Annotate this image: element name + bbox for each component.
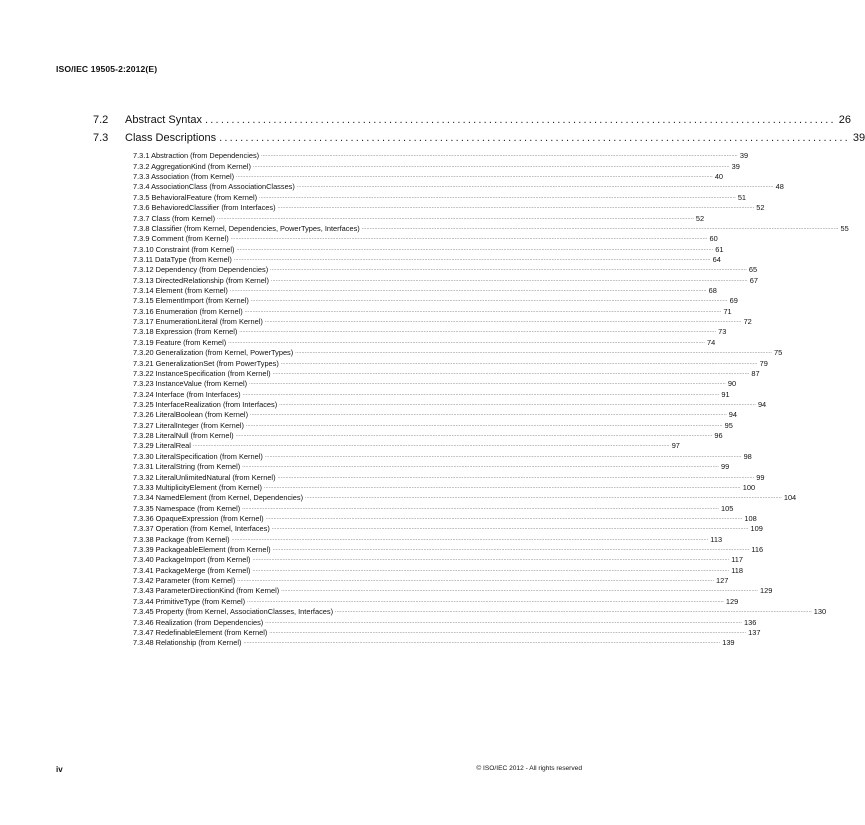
toc-subsection-entry[interactable] bbox=[133, 285, 717, 296]
toc-subsection-entry[interactable] bbox=[133, 347, 783, 358]
page-number: 79 bbox=[759, 358, 768, 368]
section-title: Abstract Syntax bbox=[125, 114, 203, 126]
page-number: 40 bbox=[714, 172, 724, 182]
dot-leader: ............................................................................................................................................................................................................................................................................................................ bbox=[252, 162, 730, 169]
toc-subsection-entry[interactable] bbox=[133, 430, 723, 441]
dot-leader: ............................................................................................................................................................................................................................................................................................................ bbox=[229, 287, 707, 294]
page-number: 72 bbox=[743, 317, 752, 327]
toc-subsection-entry[interactable] bbox=[133, 523, 763, 534]
subsection-title: 7.3.11 DataType (from Kernel) bbox=[133, 254, 232, 264]
dot-leader: ............................................................................................................................................................................................................................................................................................................ bbox=[242, 504, 719, 511]
subsection-title: 7.3.30 LiteralSpecification (from Kernel) bbox=[133, 451, 263, 461]
toc-subsection-entry[interactable] bbox=[133, 399, 767, 409]
dot-leader: ............................................................................................................................................................................................................................................................................................................ bbox=[270, 276, 748, 283]
subsection-title: 7.3.48 Relationship (from Kernel) bbox=[133, 638, 242, 648]
page-number: 74 bbox=[707, 337, 716, 347]
page-number: 109 bbox=[750, 524, 763, 534]
toc-subsection-entry[interactable] bbox=[133, 461, 730, 472]
toc-subsection-entry[interactable] bbox=[133, 295, 738, 306]
dot-leader: ............................................................................................................................................................................................................................................................................................................ bbox=[263, 483, 741, 490]
subsection-title: 7.3.34 NamedElement (from Kernel, Dependencies) bbox=[133, 493, 304, 503]
toc-subsection-entry[interactable] bbox=[133, 575, 729, 586]
subsection-title: 7.3.36 OpaqueExpression (from Kernel) bbox=[133, 513, 264, 523]
page-number: 90 bbox=[727, 379, 737, 389]
toc-subsection-entry[interactable] bbox=[133, 274, 758, 285]
page-number: 117 bbox=[731, 555, 744, 565]
subsection-title: 7.3.3 Association (from Kernel) bbox=[133, 172, 235, 182]
subsection-title: 7.3.45 Property (from Kernel, AssociationClasses, Interfaces) bbox=[133, 607, 334, 617]
toc-subsection-entry[interactable] bbox=[133, 533, 723, 544]
dot-leader: ............................................................................................................................................................................................................................................................................................................ bbox=[279, 400, 756, 407]
toc-subsection-entry[interactable] bbox=[133, 212, 705, 223]
subsection-title: 7.3.1 Abstraction (from Dependencies) bbox=[133, 151, 260, 161]
subsection-title: 7.3.31 LiteralString (from Kernel) bbox=[133, 462, 241, 472]
page-number: 139 bbox=[722, 638, 735, 648]
dot-leader: ............................................................................................................................................................................................................................................................................................................ bbox=[247, 597, 724, 604]
dot-leader: ............................................................................................................................................................................................................................................................................................................ bbox=[295, 349, 772, 356]
page-number: 94 bbox=[757, 399, 767, 409]
page-number: 48 bbox=[775, 182, 784, 192]
toc-subsection-entry[interactable] bbox=[133, 627, 761, 637]
subsection-title: 7.3.13 DirectedRelationship (from Kernel) bbox=[133, 275, 269, 285]
page-label: iv bbox=[56, 765, 63, 774]
toc-subsection-entry[interactable] bbox=[133, 388, 730, 399]
section-number: 7.3 bbox=[93, 132, 109, 144]
toc-subsection-entry[interactable] bbox=[133, 471, 765, 482]
page-number: 99 bbox=[720, 462, 730, 472]
subsection-title: 7.3.24 Interface (from Interfaces) bbox=[133, 389, 241, 399]
page-number: 113 bbox=[710, 534, 723, 544]
subsection-title: 7.3.27 LiteralInteger (from Kernel) bbox=[133, 420, 244, 430]
dot-leader: ............................................................................................................................................................................................................................................................................................................ bbox=[231, 535, 709, 542]
toc-subsection-entry[interactable] bbox=[133, 595, 739, 606]
page-number: 65 bbox=[748, 265, 758, 275]
subsection-title: 7.3.26 LiteralBoolean (from Kernel) bbox=[133, 410, 249, 420]
dot-leader: ............................................................................................................................................................................................................................................................................................................ bbox=[265, 618, 742, 625]
page-number: 98 bbox=[743, 451, 752, 461]
toc-subsection-entry[interactable] bbox=[133, 450, 752, 461]
page-number: 108 bbox=[744, 513, 757, 523]
toc-subsection-entry[interactable] bbox=[133, 223, 849, 233]
toc-subsection-entry[interactable] bbox=[133, 409, 738, 420]
dot-leader: ............................................................................................................................................................................................................................................................................................................ bbox=[243, 639, 721, 646]
dot-leader: ............................................................................................................................................................................................................................................................................................................ bbox=[335, 608, 812, 615]
page-number: 96 bbox=[714, 431, 723, 441]
dot-leader: ............................................................................................................................................................................................................................................................................................................ bbox=[280, 359, 758, 366]
toc-subsection-entry[interactable] bbox=[133, 233, 718, 244]
page-number: 67 bbox=[749, 275, 758, 285]
page-number: 52 bbox=[756, 203, 765, 213]
subsection-title: 7.3.17 EnumerationLiteral (from Kernel) bbox=[133, 317, 263, 327]
dot-leader: ............................................................................................................................................................................................................................................................................................................ bbox=[233, 255, 711, 262]
subsection-title: 7.3.6 BehavioredClassifier (from Interfaces) bbox=[133, 203, 276, 213]
dot-leader: ............................................................................................................................................................................................................................................................................................................ bbox=[237, 577, 715, 584]
toc-subsection-entry[interactable] bbox=[133, 564, 744, 575]
page-number: 130 bbox=[813, 607, 827, 617]
toc-subsection-entry[interactable] bbox=[133, 191, 747, 202]
page-number: 39 bbox=[731, 161, 740, 171]
subsection-title: 7.3.15 ElementImport (from Kernel) bbox=[133, 296, 249, 306]
page-number: 75 bbox=[773, 348, 783, 358]
toc-subsection-entry[interactable] bbox=[133, 181, 784, 192]
subsection-title: 7.3.35 Namespace (from Kernel) bbox=[133, 503, 241, 513]
dot-leader: ............................................................................................................................................................................................................................................................................................................ bbox=[264, 452, 742, 459]
page-number: 87 bbox=[751, 368, 760, 378]
subsection-title: 7.3.28 LiteralNull (from Kernel) bbox=[133, 431, 234, 441]
toc-subsection-entry[interactable] bbox=[133, 378, 737, 389]
page-number: 136 bbox=[743, 617, 757, 627]
subsection-title: 7.3.19 Feature (from Kernel) bbox=[133, 337, 227, 347]
subsection-title: 7.3.42 Parameter (from Kernel) bbox=[133, 576, 236, 586]
toc-subsection-entry[interactable] bbox=[133, 336, 716, 347]
dot-leader: ............................................................................................................................................................................................................................................................................................................ bbox=[281, 587, 758, 594]
subsection-title: 7.3.40 PackageImport (from Kernel) bbox=[133, 555, 251, 565]
page-number: 94 bbox=[728, 410, 738, 420]
toc-main-entry[interactable] bbox=[93, 131, 865, 145]
subsection-title: 7.3.23 InstanceValue (from Kernel) bbox=[133, 379, 248, 389]
toc-subsection-entry[interactable] bbox=[133, 492, 797, 503]
dot-leader: ............................................................................................................................................................................................................................................................................................................ bbox=[217, 214, 694, 221]
subsection-title: 7.3.33 MultiplicityElement (from Kernel) bbox=[133, 482, 262, 492]
dot-leader: ............................................................................................................................................................................................................................................................................................................ bbox=[272, 369, 750, 376]
dot-leader: ............................................................................................................................................................................................................................................................................................................ bbox=[271, 525, 749, 532]
subsection-title: 7.3.2 AggregationKind (from Kernel) bbox=[133, 161, 251, 171]
page-number: 91 bbox=[721, 389, 730, 399]
dot-leader: ............................................................................................................................................................................................................................................................................................................ bbox=[252, 566, 730, 573]
subsection-title: 7.3.22 InstanceSpecification (from Kernel) bbox=[133, 368, 271, 378]
page-number: 61 bbox=[715, 244, 724, 254]
subsection-title: 7.3.10 Constraint (from Kernel) bbox=[133, 244, 235, 254]
dot-leader: ............................................................................................................................................................................................................................................................................................................ bbox=[265, 514, 743, 521]
subsection-title: 7.3.14 Element (from Kernel) bbox=[133, 286, 228, 296]
copyright-notice: © ISO/IEC 2012 - All rights reserved bbox=[476, 765, 582, 772]
document-id-header: ISO/IEC 19505-2:2012(E) bbox=[56, 64, 158, 74]
page-number: 52 bbox=[695, 213, 705, 223]
subsection-title: 7.3.9 Comment (from Kernel) bbox=[133, 234, 229, 244]
page-number: 129 bbox=[759, 586, 773, 596]
page-number: 105 bbox=[720, 503, 734, 513]
dot-leader: ............................................................................................................................................................................................................................................................................................................ bbox=[242, 463, 719, 470]
dot-leader: ............................................................................................................................................................................................................................................................................................................ bbox=[264, 318, 742, 325]
dot-leader: ............................................................................................................................................................................................................................................................................................................ bbox=[277, 204, 755, 211]
page-number: 39 bbox=[739, 151, 749, 161]
toc-subsection-entry[interactable] bbox=[133, 419, 733, 430]
page-number: 99 bbox=[756, 472, 765, 482]
dot-leader: ............................................................................................................................................................................................................................................................................................................ bbox=[192, 442, 670, 449]
toc-subsection-entry[interactable] bbox=[133, 440, 680, 451]
dot-leader: ............................................................................................................................................................................................................................................................................................................ bbox=[272, 546, 750, 553]
toc-main-entry[interactable] bbox=[93, 113, 852, 127]
subsection-title: 7.3.47 RedefinableElement (from Kernel) bbox=[133, 627, 268, 637]
dot-leader: ............................................................................................................................................................................................................................................................................................................ bbox=[245, 421, 723, 428]
subsection-title: 7.3.39 PackageableElement (from Kernel) bbox=[133, 545, 271, 555]
dot-leader: ............................................................................................................................................................................................................................................................................................................ bbox=[244, 307, 722, 314]
dot-leader: ............................................................................................................................................................................................................................................................................................................ bbox=[261, 152, 738, 159]
toc-subsection-entry[interactable] bbox=[133, 243, 724, 254]
dot-leader: ............................................................................................................................................................................................................................................................................................................ bbox=[239, 328, 717, 335]
dot-leader: ........................................................................................................................ bbox=[205, 114, 836, 126]
toc-subsection-entry[interactable] bbox=[133, 502, 734, 513]
subsection-title: 7.3.5 BehavioralFeature (from Kernel) bbox=[133, 192, 258, 202]
toc-subsection-entry[interactable] bbox=[133, 316, 752, 327]
dot-leader: ............................................................................................................................................................................................................................................................................................................ bbox=[361, 224, 839, 231]
dot-leader: ............................................................................................................................................................................................................................................................................................................ bbox=[250, 297, 728, 304]
dot-leader: ............................................................................................................................................................................................................................................................................................................ bbox=[235, 432, 713, 439]
subsection-title: 7.3.25 InterfaceRealization (from Interfaces) bbox=[133, 399, 278, 409]
subsection-title: 7.3.12 Dependency (from Dependencies) bbox=[133, 265, 269, 275]
subsection-title: 7.3.16 Enumeration (from Kernel) bbox=[133, 306, 243, 316]
toc-subsection-entry[interactable] bbox=[133, 264, 758, 275]
toc-subsection-entry[interactable] bbox=[133, 202, 765, 213]
dot-leader: ............................................................................................................................................................................................................................................................................................................ bbox=[270, 266, 747, 273]
dot-leader: ............................................................................................................................................................................................................................................................................................................ bbox=[277, 473, 755, 480]
subsection-title: 7.3.20 Generalization (from Kernel, PowerTypes) bbox=[133, 348, 294, 358]
dot-leader: ............................................................................................................................................................................................................................................................................................................ bbox=[230, 235, 708, 242]
page-number: 51 bbox=[737, 192, 747, 202]
dot-leader: ............................................................................................................................................................................................................................................................................................................ bbox=[228, 338, 705, 345]
section-number: 7.2 bbox=[93, 114, 109, 126]
toc-subsection-entry[interactable] bbox=[133, 513, 757, 523]
subsection-title: 7.3.29 LiteralReal bbox=[133, 441, 191, 451]
subsection-title: 7.3.18 Expression (from Kernel) bbox=[133, 327, 238, 337]
toc-subsection-entry[interactable] bbox=[133, 482, 756, 492]
page-number: 73 bbox=[718, 327, 727, 337]
toc-subsection-entry[interactable] bbox=[133, 544, 764, 555]
page-number: 26 bbox=[838, 114, 852, 126]
toc-subsection-entry[interactable] bbox=[133, 171, 724, 182]
page-number: 95 bbox=[724, 420, 733, 430]
toc-subsection-entry[interactable] bbox=[133, 606, 827, 617]
page-number: 118 bbox=[731, 565, 744, 575]
page-number: 60 bbox=[709, 234, 718, 244]
page-number: 97 bbox=[671, 441, 680, 451]
dot-leader: ............................................................................................................................................................................................................................................................................................................ bbox=[296, 183, 774, 190]
toc-subsection-entry[interactable] bbox=[133, 637, 735, 648]
page-number: 39 bbox=[852, 132, 865, 144]
dot-leader: ............................................................................................................................................................................................................................................................................................................ bbox=[252, 556, 730, 563]
subsection-title: 7.3.44 PrimitiveType (from Kernel) bbox=[133, 596, 246, 606]
subsection-title: 7.3.37 Operation (from Kernel, Interfaces) bbox=[133, 524, 270, 534]
toc-subsection-entry[interactable] bbox=[133, 326, 727, 337]
page-number: 64 bbox=[712, 254, 721, 264]
toc-subsection-entry[interactable] bbox=[133, 554, 744, 565]
page-number: 104 bbox=[783, 493, 797, 503]
subsection-title: 7.3.46 Realization (from Dependencies) bbox=[133, 617, 264, 627]
toc-subsection-entry[interactable] bbox=[133, 368, 760, 378]
page-number: 71 bbox=[723, 306, 732, 316]
dot-leader: ............................................................................................................................................................................................................................................................................................................ bbox=[236, 173, 713, 180]
section-title: Class Descriptions bbox=[125, 132, 217, 144]
subsection-title: 7.3.4 AssociationClass (from AssociationClasses) bbox=[133, 182, 295, 192]
subsection-title: 7.3.41 PackageMerge (from Kernel) bbox=[133, 565, 251, 575]
toc-subsection-list bbox=[133, 150, 849, 648]
subsection-title: 7.3.8 Classifier (from Kernel, Dependencies, PowerTypes, Interfaces) bbox=[133, 223, 360, 233]
page-number: 69 bbox=[729, 296, 738, 306]
page-number: 137 bbox=[748, 627, 761, 637]
dot-leader: ............................................................................................................................................................................................................................................................................................................ bbox=[249, 380, 726, 387]
toc-subsection-entry[interactable] bbox=[133, 616, 757, 627]
subsection-title: 7.3.21 GeneralizationSet (from PowerTypes) bbox=[133, 358, 279, 368]
toc-subsection-entry[interactable] bbox=[133, 160, 740, 171]
dot-leader: ........................................................................................................................ bbox=[219, 132, 850, 144]
dot-leader: ............................................................................................................................................................................................................................................................................................................ bbox=[269, 628, 747, 635]
dot-leader: ............................................................................................................................................................................................................................................................................................................ bbox=[305, 494, 782, 501]
toc-subsection-entry[interactable] bbox=[133, 254, 721, 264]
page-number: 68 bbox=[708, 286, 717, 296]
page-number: 129 bbox=[725, 596, 739, 606]
subsection-title: 7.3.32 LiteralUnlimitedNatural (from Kernel) bbox=[133, 472, 276, 482]
page-number: 127 bbox=[716, 576, 729, 586]
dot-leader: ............................................................................................................................................................................................................................................................................................................ bbox=[250, 411, 727, 418]
subsection-title: 7.3.43 ParameterDirectionKind (from Kernel) bbox=[133, 586, 280, 596]
page-number: 100 bbox=[742, 482, 756, 492]
page-number: 116 bbox=[751, 545, 764, 555]
toc-subsection-entry[interactable] bbox=[133, 150, 749, 161]
page-number: 55 bbox=[840, 223, 849, 233]
dot-leader: ............................................................................................................................................................................................................................................................................................................ bbox=[242, 390, 720, 397]
toc-subsection-entry[interactable] bbox=[133, 585, 773, 596]
toc-subsection-entry[interactable] bbox=[133, 357, 768, 368]
dot-leader: ............................................................................................................................................................................................................................................................................................................ bbox=[236, 245, 714, 252]
subsection-title: 7.3.7 Class (from Kernel) bbox=[133, 213, 216, 223]
toc-subsection-entry[interactable] bbox=[133, 305, 732, 316]
dot-leader: ............................................................................................................................................................................................................................................................................................................ bbox=[259, 193, 736, 200]
subsection-title: 7.3.38 Package (from Kernel) bbox=[133, 534, 230, 544]
